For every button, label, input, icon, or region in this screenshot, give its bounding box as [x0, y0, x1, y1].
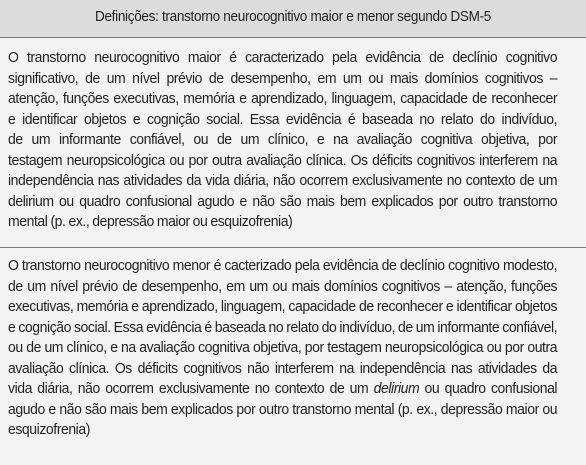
text-line: esquizofrenia) [8, 422, 90, 438]
text-line: O transtorno neurocognitivo maior é caracterizado pela evidência de declínio cognitivo [8, 50, 558, 66]
text-line: testagem neuropsicológica ou por outra avaliação clínica. Os déficits cognitivos interferem na [8, 152, 558, 169]
text-line: mental (p. ex., depressão maior ou esquizofrenia) [8, 214, 293, 230]
text-line: atenção, funções executivas, memória e aprendizado, linguagem, capacidade de reconhecer [8, 91, 558, 107]
text-run: ou quadro confusional [419, 381, 558, 397]
text-line: de um informante confiável, ou de um clínico, e na avaliação cognitiva objetiva, por [8, 132, 558, 148]
text-run: vida diária, não ocorrem exclusivamente no contexto de um [8, 381, 374, 397]
text-line [8, 379, 557, 400]
box-header [0, 0, 586, 38]
text-line: e identificar objetos e cognição social. Essa evidência é baseada no relato do indivíduo, [8, 111, 558, 128]
row-divider [0, 247, 586, 248]
text-line: executivas, memória e aprendizado, linguagem, capacidade de reconhecer e identificar objetos [8, 299, 558, 315]
text-line: e cognição social. Essa evidência é baseada no relato do indivíduo, de um informante confiável, [8, 319, 558, 336]
text-line: avaliação clínica. Os déficits cognitivos não interferem na independência nas atividades da [8, 360, 558, 377]
text-line: ou de um clínico, e na avaliação cognitiva objetiva, por testagem neuropsicológica ou por outra [8, 340, 558, 356]
minor-ncd-definition [8, 256, 557, 441]
major-ncd-definition [8, 48, 557, 233]
text-line: significativo, de um nível prévio de desempenho, em um ou mais domínios cognitivos – [8, 70, 558, 87]
text-line: O transtorno neurocognitivo menor é cacterizado pela evidência de declínio cognitivo modesto, [8, 258, 558, 274]
text-line: agudo e não são mais bem explicados por outro transtorno mental (p. ex., depressão maior ou [8, 401, 558, 418]
text-line: de um nível prévio de desempenho, em um ou mais domínios cognitivos – atenção, funções [8, 278, 558, 295]
box-title: Definições: transtorno neurocognitivo maior e menor segundo DSM-5 [94, 9, 492, 25]
italic-term: delirium [373, 381, 420, 397]
text-line: delirium ou quadro confusional agudo e não são mais bem explicados por outro transtorno [8, 193, 558, 210]
text-line: independência nas atividades da vida diária, não ocorrem exclusivamente no contexto de um [8, 173, 558, 189]
